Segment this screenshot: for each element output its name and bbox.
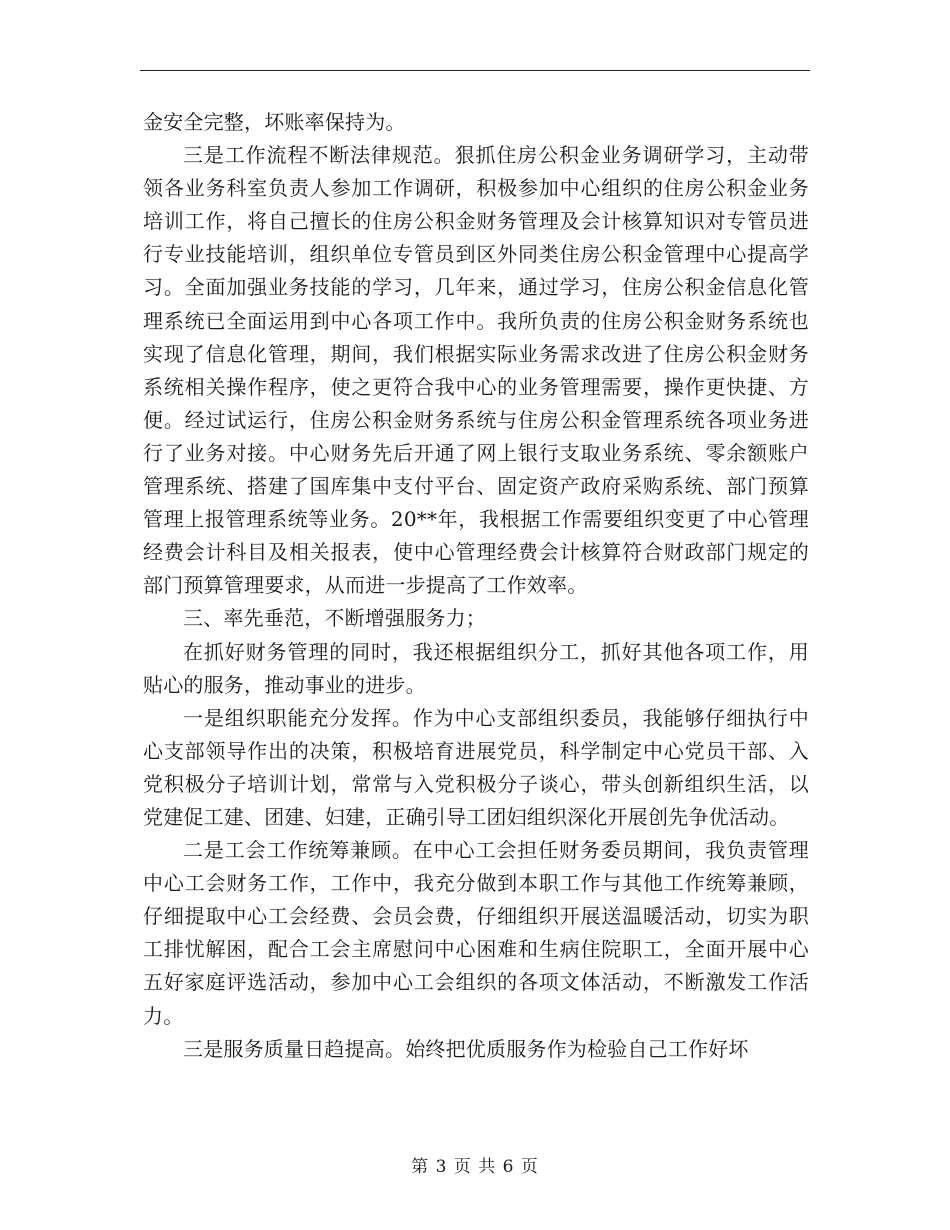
paragraph-7: 三是服务质量日趋提高。始终把优质服务作为检验自己工作好坏	[183, 1036, 749, 1061]
section-heading: 三、率先垂范，不断增强服务力；	[183, 606, 486, 631]
paragraph-1: 金安全完整，坏账率保持为。	[143, 110, 406, 134]
paragraph-5: 一是组织职能充分发挥。作为中心支部组织委员，我能够仔细执行中心支部领导作出的决策，积极培育进展党员，科学制定中心党员干部、入党积极分子培训计划，常常与入党积极分子谈心，带头创新组织生活，以党建促工建、团建、妇建，正确引导工团妇组织深化开展创先争优活动。	[143, 705, 809, 829]
page-number-footer: 第 3 页 共 6 页	[411, 1157, 539, 1177]
paragraph-4: 在抓好财务管理的同时，我还根据组织分工，抓好其他各项工作，用贴心的服务，推动事业的进步。	[143, 639, 809, 697]
header-rule	[140, 70, 810, 71]
paragraph-2: 三是工作流程不断法律规范。狠抓住房公积金业务调研学习，主动带领各业务科室负责人参加工作调研，积极参加中心组织的住房公积金业务培训工作，将自己擅长的住房公积金财务管理及会计核算知识对专管员进行专业技能培训，组织单位专管员到区外同类住房公积金管理中心提高学习。全面加强业务技能的学习，几年来，通过学习，住房公积金信息化管理系统已全面运用到中心各项工作中。我所负责的住房公积金财务系统也实现了信息化管理，期间，我们根据实际业务需求改进了住房公积金财务系统相关操作程序，使之更符合我中心的业务管理需要，操作更快捷、方便。经过试运行，住房公积金财务系统与住房公积金管理系统各项业务进行了业务对接。中心财务先后开通了网上银行支取业务系统、零余额账户管理系统、搭建了国库集中支付平台、固定资产政府采购系统、部门预算管理上报管理系统等业务。20**年，我根据工作需要组织变更了中心管理经费会计科目及相关报表，使中心管理经费会计核算符合财政部门规定的部门预算管理要求，从而进一步提高了工作效率。	[143, 143, 809, 598]
document-body	[143, 106, 809, 1066]
paragraph-6: 二是工会工作统筹兼顾。在中心工会担任财务委员期间，我负责管理中心工会财务工作，工作中，我充分做到本职工作与其他工作统筹兼顾，仔细提取中心工会经费、会员会费，仔细组织开展送温暖活动，切实为职工排忧解困，配合工会主席慰问中心困难和生病住院职工，全面开展中心五好家庭评选活动，参加中心工会组织的各项文体活动，不断激发工作活力。	[143, 838, 809, 1028]
